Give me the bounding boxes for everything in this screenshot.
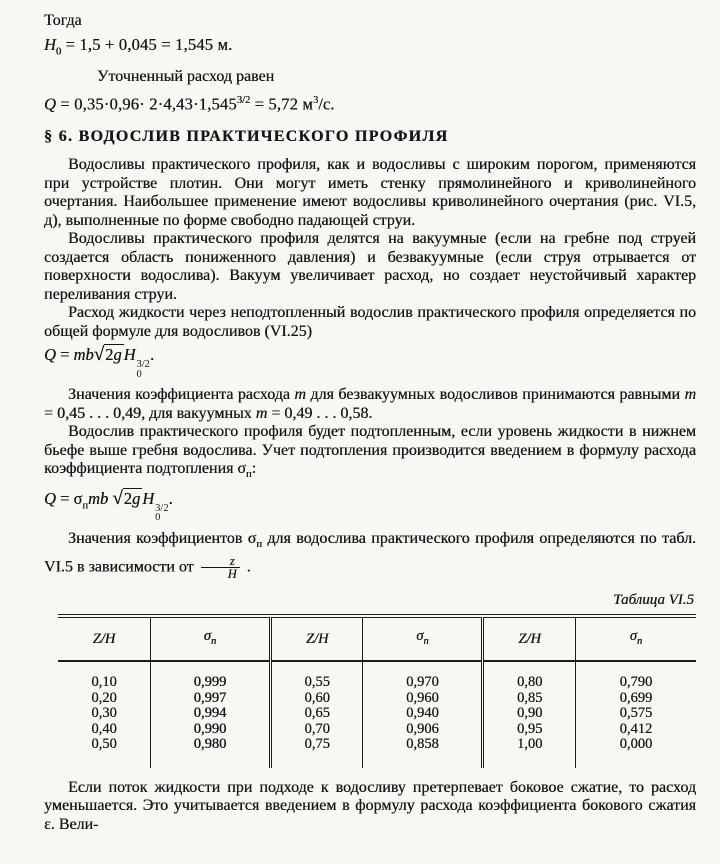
formula-text: = 5,72 м [250, 94, 313, 114]
inline-variable-m: m [684, 386, 696, 404]
header-zh: Z/H [270, 618, 363, 662]
formula-h0 [44, 36, 696, 62]
table-cell: 0,75 [270, 737, 363, 768]
formula-text: = [55, 345, 74, 365]
paragraph-4: Значения коэффициента расхода m для безвакуумных водосливов принимаются равными m = 0,45 . . . 0,49, для вакуумных m = 0,49 . . . 0,58. [44, 386, 696, 422]
formula-text: = 0,35·0,96· 2·4,43·1,545 [55, 94, 237, 114]
formula-variable: mb [88, 488, 113, 508]
formula-sup-sub-stack: 3/2 0 [136, 359, 150, 380]
table-cell: 0,30 [91, 705, 117, 722]
table-cell: 0,575 [575, 706, 696, 722]
formula-variable: Q [44, 345, 56, 365]
section-heading: § 6. ВОДОСЛИВ ПРАКТИЧЕСКОГО ПРОФИЛЯ [44, 127, 449, 145]
table-cell: 0,699 [575, 691, 696, 707]
table-cell: 0,60 [270, 691, 363, 707]
formula-q-basic [44, 346, 696, 379]
table-row [58, 661, 696, 691]
formula-variable: mb [73, 345, 94, 365]
table-cell: 0,65 [270, 706, 363, 722]
formula-q-calculated [44, 92, 696, 114]
header-sigma: $\sigma_п$ [363, 618, 483, 662]
header-zh: Z/H [483, 618, 576, 662]
table-cell: 0,000 [575, 737, 696, 768]
table-row [58, 691, 696, 707]
table-cell: 0,990 [151, 722, 271, 738]
sigma-subscript: п [256, 539, 262, 551]
paragraph-5: Водослив практического профиля будет подтопленным, если уровень жидкости в нижнем бьефе выше гребня водослива. Учет подтопления производится введением в формулу расхода коэффициента подтопления $\sigma_п$: [44, 423, 696, 481]
table-cell: 0,997 [151, 691, 271, 707]
table-cell: 0,20 [91, 689, 117, 706]
radical-sign: √ [93, 344, 105, 366]
table-cell: 0,994 [151, 706, 271, 722]
formula-text: = σ [55, 488, 83, 508]
table-cell: 0,999 [151, 661, 271, 691]
text-togda: Тогда [44, 12, 82, 29]
formula-text: = 1,5 + 0,045 = 1,545 м. [61, 34, 233, 54]
formula-variable: H [123, 345, 136, 365]
sigma-subscript: п [82, 500, 88, 512]
table-row [58, 737, 696, 768]
table-cell: 0,40 [91, 720, 117, 737]
table-row [58, 706, 696, 722]
formula-text: /с. [318, 94, 335, 114]
formula-sup-sub-stack: 3/2 0 [155, 502, 169, 524]
inline-variable-m: m [294, 386, 306, 404]
paragraph-1: Водосливы практического профиля, как и водосливы с широким порогом, применяются при устройстве плотин. Они могут иметь стенку прямолинейного и криволинейного очертания. Наибольшее применение имеют водосливы криволинейного очертания (рис. VI.5, д), выполненные по форме свободно падающей струи. [44, 156, 696, 229]
table-cell: 0,960 [363, 691, 483, 707]
table-header-row [58, 618, 696, 662]
formula-variable: H [142, 488, 155, 508]
paragraph-6: Значения коэффициентов $\sigma_п$ для водослива практического профиля определяются по табл. VI.5 в зависимости от $\frac{z}{H}$ . [44, 529, 696, 582]
table-cell: 0,70 [270, 722, 363, 738]
header-sigma: $\sigma_п$ [575, 618, 696, 662]
table-cell: 0,80 [483, 661, 576, 691]
fraction-z-over-h: $\frac{z}{H}$ [201, 555, 240, 581]
paragraph-2: Водосливы практического профиля делятся на вакуумные (если на гребне под струей создается область пониженного давления) и безвакуумные (если струя отрывается от поверхности водослива). Вакуум увеличивает расход, но создает неустойчивый характер переливания струи. [44, 230, 696, 303]
text-utochnenny-raskhod: Уточненный расход равен [97, 68, 275, 86]
radical-body: 2g [105, 345, 122, 365]
table-cell: 0,95 [483, 722, 576, 738]
table-cell: 0,790 [575, 661, 696, 691]
paragraph-3: Расход жидкости через неподтопленный водослив практического профиля определяется по общей формуле для водосливов (VI.25) [44, 304, 696, 340]
formula-superscript: 3 [313, 94, 319, 106]
formula-text: . [168, 488, 173, 508]
table-cell: 1,00 [483, 737, 576, 768]
formula-q-submerged [44, 487, 696, 524]
table-cell: 0,50 [91, 736, 117, 753]
table-cell: 0,906 [363, 722, 483, 738]
formula-superscript: 3/2 [236, 94, 251, 106]
header-zh: Z/H [58, 618, 151, 662]
header-sigma: $\sigma_п$ [151, 618, 271, 662]
table-cell: 0,940 [363, 706, 483, 722]
radical-body: 2g [123, 488, 141, 508]
paragraph-7: Если поток жидкости при подходе к водосливу претерпевает боковое сжатие, то расход уменьшается. Это учитывается введением в формулу расхода коэффициента бокового сжатия ε. Вели- [44, 778, 696, 833]
table-cell: 0,90 [483, 706, 576, 722]
formula-subscript: 0 [55, 45, 62, 57]
inline-variable-m: m [255, 404, 268, 422]
formula-variable: H [44, 34, 56, 54]
table-cell: 0,858 [363, 737, 483, 768]
table-cell: 0,10 [91, 674, 117, 691]
sigma-subscript: п [246, 469, 252, 481]
formula-text: . [149, 345, 155, 365]
radical-sign: √ [112, 487, 123, 509]
table-cell: 0,55 [270, 661, 363, 691]
coefficients-table [58, 614, 696, 768]
table-row [58, 722, 696, 738]
table-cell: 0,85 [483, 691, 576, 707]
table-caption: Таблица VI.5 [613, 591, 694, 608]
table-cell: 0,412 [575, 722, 696, 738]
table-cell: 0,980 [151, 737, 271, 768]
formula-variable: Q [44, 94, 56, 114]
table-cell: 0,970 [363, 661, 483, 691]
formula-variable: Q [44, 488, 56, 508]
